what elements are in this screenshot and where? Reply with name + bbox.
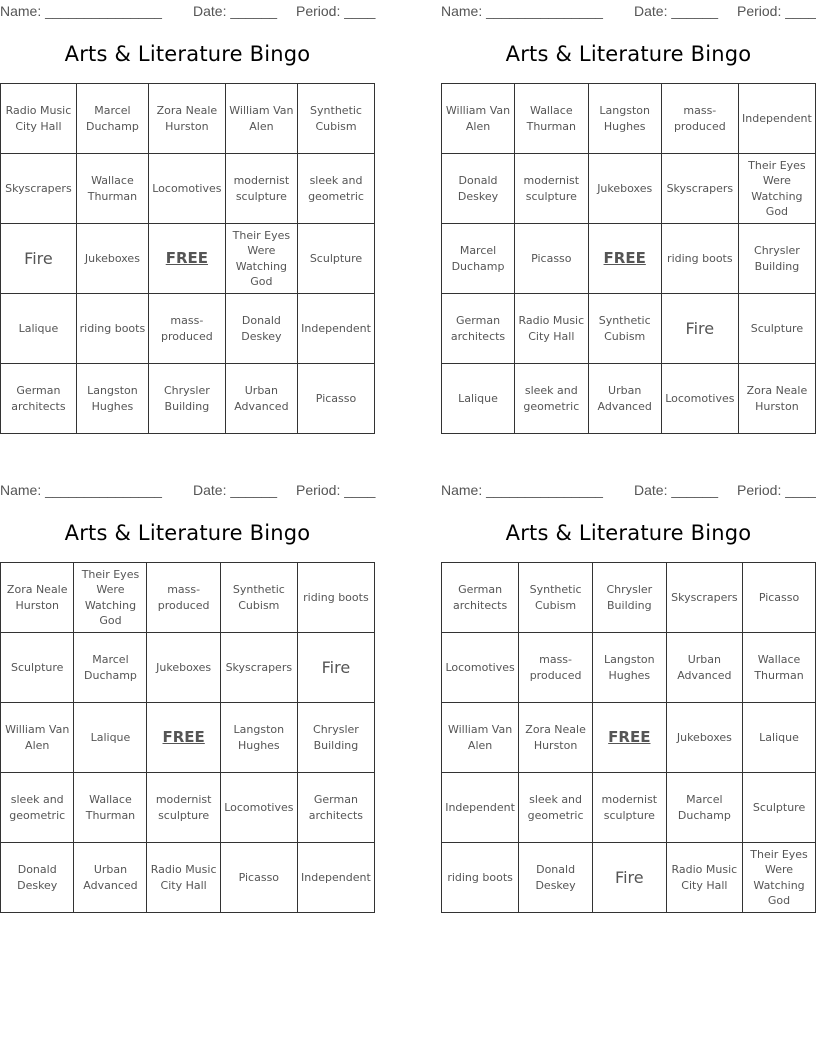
bingo-cell: Langston Hughes: [220, 703, 297, 773]
card-header: [0, 0, 375, 20]
bingo-row: [442, 703, 816, 773]
bingo-grid: [0, 562, 375, 913]
bingo-cell: riding boots: [297, 563, 374, 633]
bingo-cell: Jukeboxes: [147, 633, 220, 703]
bingo-row: [1, 843, 375, 913]
bingo-cell: Lalique: [743, 703, 816, 773]
bingo-cell: Zora Neale Hurston: [1, 563, 74, 633]
bingo-cell: sleek and geometric: [519, 773, 593, 843]
bingo-cell: Locomotives: [442, 633, 519, 703]
bingo-cell: mass-produced: [147, 563, 220, 633]
bingo-cell: Independent: [297, 843, 374, 913]
bingo-cell: Synthetic Cubism: [519, 563, 593, 633]
bingo-row: [442, 773, 816, 843]
bingo-cell: Radio Music City Hall: [147, 843, 220, 913]
bingo-cell: Urban Advanced: [74, 843, 147, 913]
bingo-cell: Jukeboxes: [588, 154, 661, 224]
bingo-cell: modernist sculpture: [592, 773, 666, 843]
bingo-cell: Radio Music City Hall: [666, 843, 742, 913]
free-space-cell: FREE: [147, 703, 220, 773]
bingo-cell: German architects: [297, 773, 374, 843]
bingo-row: [442, 633, 816, 703]
bingo-cell: Sculpture: [738, 294, 815, 364]
bingo-cell: Independent: [298, 294, 375, 364]
bingo-cell: Picasso: [515, 224, 589, 294]
bingo-cell: Donald Deskey: [519, 843, 593, 913]
date-label: Date: ______: [193, 3, 278, 19]
bingo-cell: German architects: [442, 294, 515, 364]
bingo-cell: Marcel Duchamp: [442, 224, 515, 294]
bingo-cell: William Van Alen: [225, 84, 297, 154]
date-label: Date: ______: [193, 482, 278, 498]
bingo-row: [442, 294, 816, 364]
bingo-cell: Marcel Duchamp: [666, 773, 742, 843]
bingo-cell: Donald Deskey: [1, 843, 74, 913]
bingo-cell: Fire: [661, 294, 738, 364]
bingo-cell: Independent: [738, 84, 815, 154]
bingo-cell: Fire: [297, 633, 374, 703]
bingo-cell: riding boots: [661, 224, 738, 294]
card-header: [441, 479, 816, 499]
bingo-cell: Marcel Duchamp: [74, 633, 147, 703]
bingo-cell: Lalique: [74, 703, 147, 773]
free-space-cell: FREE: [592, 703, 666, 773]
card-title: Arts & Literature Bingo: [64, 42, 311, 66]
date-label: Date: ______: [634, 3, 719, 19]
bingo-cell: modernist sculpture: [147, 773, 220, 843]
bingo-cell: Locomotives: [220, 773, 297, 843]
name-label: Name: _______________: [0, 482, 162, 498]
bingo-cell: Their Eyes Were Watching God: [225, 224, 297, 294]
bingo-row: [442, 224, 816, 294]
period-label: Period: ____: [737, 482, 816, 498]
bingo-cell: Skyscrapers: [666, 563, 742, 633]
bingo-cell: Chrysler Building: [148, 364, 225, 434]
bingo-cell: riding boots: [442, 843, 519, 913]
bingo-cell: Langston Hughes: [76, 364, 148, 434]
bingo-cell: Sculpture: [743, 773, 816, 843]
bingo-cell: Zora Neale Hurston: [148, 84, 225, 154]
bingo-row: [1, 224, 375, 294]
bingo-cell: mass-produced: [519, 633, 593, 703]
bingo-cell: German architects: [1, 364, 77, 434]
bingo-cell: sleek and geometric: [298, 154, 375, 224]
bingo-cell: Their Eyes Were Watching God: [743, 843, 816, 913]
bingo-row: [442, 154, 816, 224]
bingo-cell: William Van Alen: [442, 703, 519, 773]
bingo-cell: German architects: [442, 563, 519, 633]
bingo-row: [442, 364, 816, 434]
bingo-grid: [441, 562, 816, 913]
bingo-cell: Picasso: [298, 364, 375, 434]
bingo-cell: Chrysler Building: [297, 703, 374, 773]
bingo-cell: Radio Music City Hall: [1, 84, 77, 154]
bingo-cell: Wallace Thurman: [74, 773, 147, 843]
bingo-cell: Donald Deskey: [225, 294, 297, 364]
bingo-cell: Skyscrapers: [661, 154, 738, 224]
free-space-cell: FREE: [148, 224, 225, 294]
bingo-row: [442, 843, 816, 913]
bingo-cell: modernist sculpture: [225, 154, 297, 224]
bingo-cell: Synthetic Cubism: [298, 84, 375, 154]
card-title: Arts & Literature Bingo: [505, 521, 752, 545]
bingo-cell: Urban Advanced: [588, 364, 661, 434]
card-title: Arts & Literature Bingo: [505, 42, 752, 66]
bingo-row: [1, 364, 375, 434]
bingo-cell: Radio Music City Hall: [515, 294, 589, 364]
bingo-cell: Locomotives: [661, 364, 738, 434]
period-label: Period: ____: [296, 3, 376, 19]
bingo-row: [1, 563, 375, 633]
bingo-cell: Fire: [1, 224, 77, 294]
bingo-cell: Independent: [442, 773, 519, 843]
bingo-cell: Langston Hughes: [588, 84, 661, 154]
bingo-cell: Synthetic Cubism: [220, 563, 297, 633]
period-label: Period: ____: [737, 3, 816, 19]
bingo-cell: Lalique: [442, 364, 515, 434]
bingo-cell: Urban Advanced: [666, 633, 742, 703]
bingo-cell: Langston Hughes: [592, 633, 666, 703]
bingo-row: [442, 84, 816, 154]
bingo-cell: William Van Alen: [442, 84, 515, 154]
bingo-cell: Wallace Thurman: [76, 154, 148, 224]
name-label: Name: _______________: [441, 3, 603, 19]
bingo-cell: Lalique: [1, 294, 77, 364]
bingo-cell: Marcel Duchamp: [76, 84, 148, 154]
bingo-cell: Sculpture: [1, 633, 74, 703]
bingo-cell: modernist sculpture: [515, 154, 589, 224]
bingo-cell: William Van Alen: [1, 703, 74, 773]
bingo-row: [442, 563, 816, 633]
bingo-cell: Picasso: [743, 563, 816, 633]
period-label: Period: ____: [296, 482, 376, 498]
bingo-row: [1, 84, 375, 154]
bingo-cell: Picasso: [220, 843, 297, 913]
bingo-cell: Fire: [592, 843, 666, 913]
bingo-row: [1, 294, 375, 364]
bingo-cell: Their Eyes Were Watching God: [738, 154, 815, 224]
bingo-cell: Skyscrapers: [220, 633, 297, 703]
bingo-cell: Sculpture: [298, 224, 375, 294]
bingo-cell: Chrysler Building: [592, 563, 666, 633]
bingo-cell: Their Eyes Were Watching God: [74, 563, 147, 633]
bingo-cell: Urban Advanced: [225, 364, 297, 434]
bingo-row: [1, 773, 375, 843]
bingo-cell: mass-produced: [661, 84, 738, 154]
bingo-row: [1, 154, 375, 224]
bingo-cell: Donald Deskey: [442, 154, 515, 224]
name-label: Name: _______________: [0, 3, 162, 19]
bingo-cell: Synthetic Cubism: [588, 294, 661, 364]
bingo-grid: [0, 83, 375, 434]
bingo-cell: Locomotives: [148, 154, 225, 224]
bingo-cell: Wallace Thurman: [743, 633, 816, 703]
bingo-row: [1, 633, 375, 703]
bingo-cell: Jukeboxes: [76, 224, 148, 294]
bingo-cell: Skyscrapers: [1, 154, 77, 224]
bingo-cell: Chrysler Building: [738, 224, 815, 294]
bingo-cell: sleek and geometric: [515, 364, 589, 434]
free-space-cell: FREE: [588, 224, 661, 294]
bingo-cell: Wallace Thurman: [515, 84, 589, 154]
card-header: [0, 479, 375, 499]
card-title: Arts & Literature Bingo: [64, 521, 311, 545]
card-header: [441, 0, 816, 20]
name-label: Name: _______________: [441, 482, 603, 498]
bingo-cell: Zora Neale Hurston: [738, 364, 815, 434]
bingo-cell: Zora Neale Hurston: [519, 703, 593, 773]
date-label: Date: ______: [634, 482, 719, 498]
bingo-cell: riding boots: [76, 294, 148, 364]
bingo-cell: sleek and geometric: [1, 773, 74, 843]
bingo-cell: mass-produced: [148, 294, 225, 364]
bingo-grid: [441, 83, 816, 434]
bingo-cell: Jukeboxes: [666, 703, 742, 773]
bingo-row: [1, 703, 375, 773]
